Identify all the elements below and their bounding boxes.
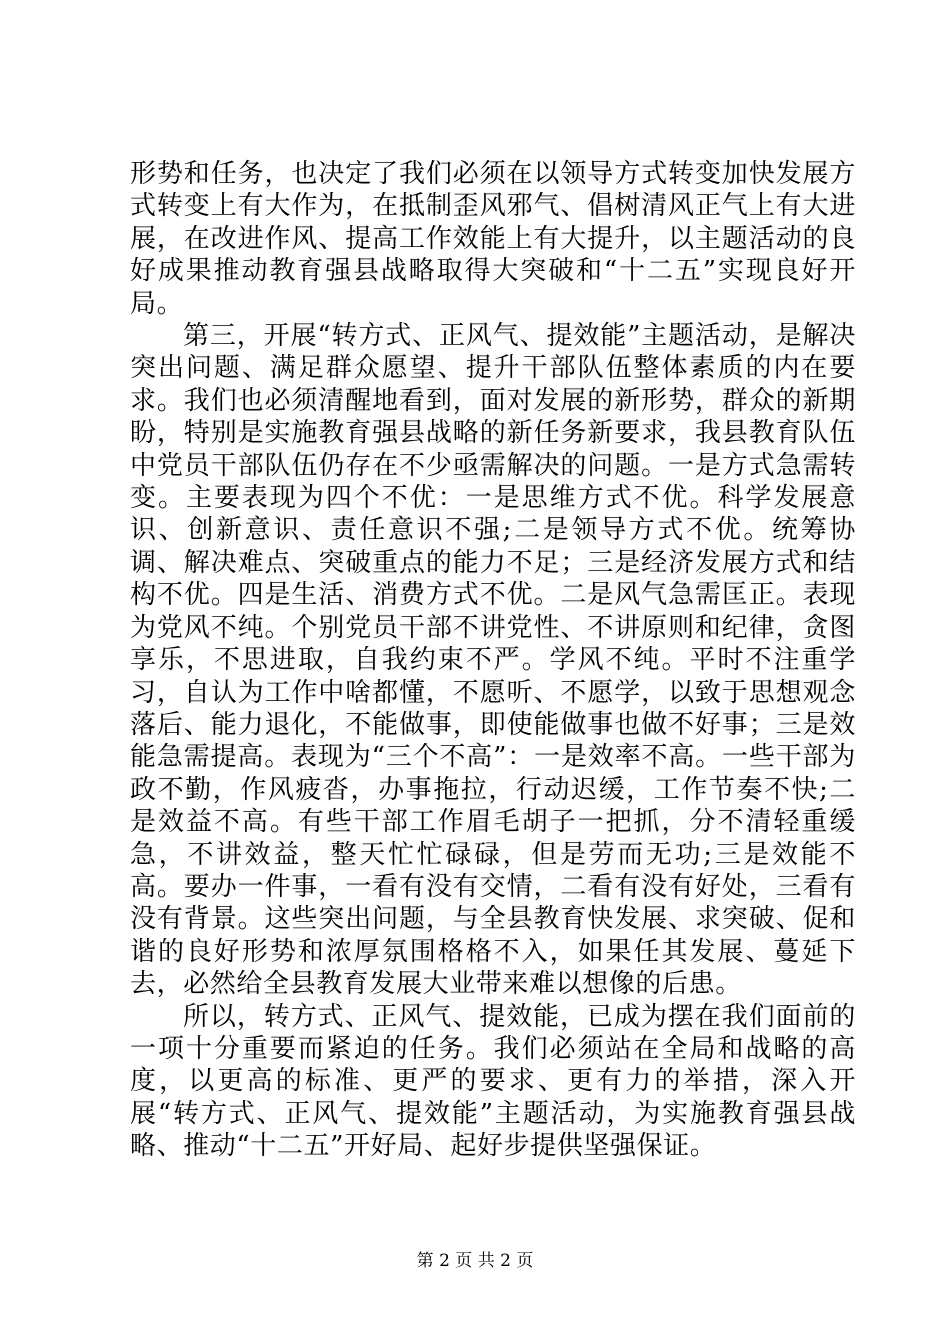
page-footer: 第 2 页 共 2 页 — [416, 1251, 534, 1271]
document-body — [130, 158, 856, 1163]
paragraph-continuation: 形势和任务，也决定了我们必须在以领导方式转变加快发展方式转变上有大作为，在抵制歪风邪气、倡树清风正气上有大进展，在改进作风、提高工作效能上有大提升，以主题活动的良好成果推动教育强县战略取得大突破和“十二五”实现良好开局。 — [130, 159, 856, 319]
paragraph-conclusion: 所以，转方式、正风气、提效能，已成为摆在我们面前的一项十分重要而紧迫的任务。我们必须站在全局和战略的高度，以更高的标准、更严的要求、更有力的举措，深入开展“转方式、正风气、提效能”主题活动，为实施教育强县战略、推动“十二五”开好局、起好步提供坚强保证。 — [130, 1001, 856, 1162]
paragraph-third-point: 第三，开展“转方式、正风气、提效能”主题活动，是解决突出问题、满足群众愿望、提升干部队伍整体素质的内在要求。我们也必须清醒地看到，面对发展的新形势，群众的新期盼，特别是实施教育强县战略的新任务新要求，我县教育队伍中党员干部队伍仍存在不少亟需解决的问题。一是方式急需转变。主要表现为四个不优：一是思维方式不优。科学发展意识、创新意识、责任意识不强;二是领导方式不优。统筹协调、解决难点、突破重点的能力不足；三是经济发展方式和结构不优。四是生活、消费方式不优。二是风气急需匡正。表现为党风不纯。个别党员干部不讲党性、不讲原则和纪律，贪图享乐，不思进取，自我约束不严。学风不纯。平时不注重学习，自认为工作中啥都懂，不愿听、不愿学，以致于思想观念落后、能力退化，不能做事，即使能做事也做不好事；三是效能急需提高。表现为“三个不高”：一是效率不高。一些干部为政不勤，作风疲沓，办事拖拉，行动迟缓，工作节奏不快;二是效益不高。有些干部工作眉毛胡子一把抓，分不清轻重缓急，不讲效益，整天忙忙碌碌，但是劳而无功;三是效能不高。要办一件事，一看有没有交情，二看有没有好处，三看有没有背景。这些突出问题，与全县教育快发展、求突破、促和谐的良好形势和浓厚氛围格格不入，如果任其发展、蔓延下去，必然给全县教育发展大业带来难以想像的后患。 — [130, 321, 856, 1000]
